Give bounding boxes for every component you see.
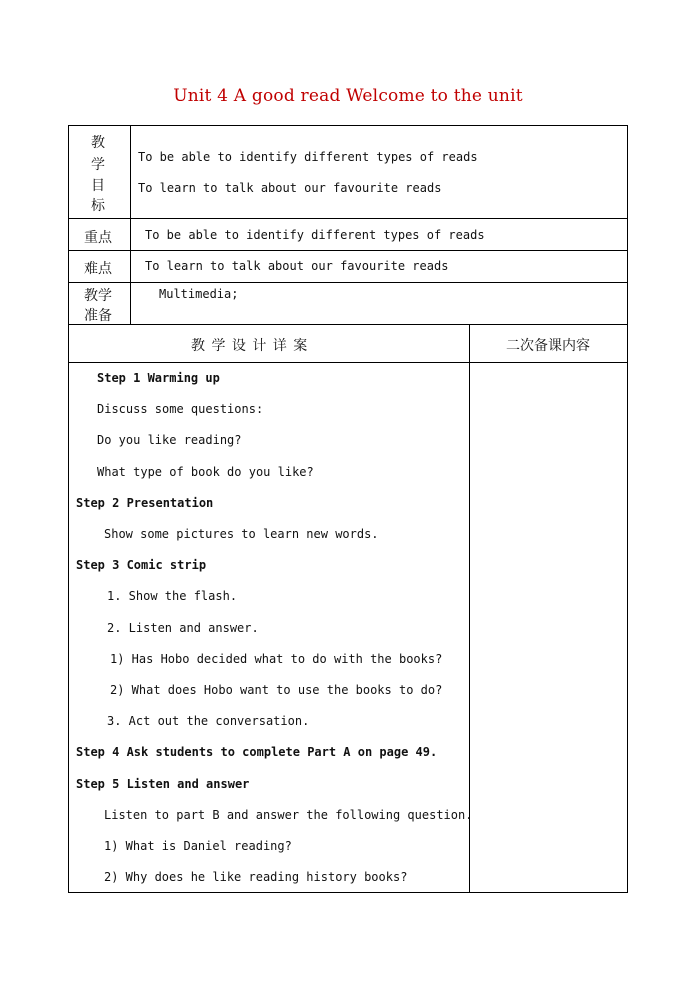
notes-column-header: 二次备课内容 <box>506 338 590 354</box>
objectives-label-char: 教 <box>91 135 105 151</box>
plan-line: Do you like reading? <box>97 433 242 447</box>
plan-line: Show some pictures to learn new words. <box>104 527 379 541</box>
preparation-label: 准备 <box>84 308 112 324</box>
preparation-label: 教学 <box>84 288 112 304</box>
plan-line: 2) Why does he like reading history books? <box>104 870 408 884</box>
step-heading: Step 2 Presentation <box>76 496 214 510</box>
objectives-label-char: 目 <box>91 178 105 194</box>
page-title: Unit 4 A good read Welcome to the unit <box>173 86 523 106</box>
difficulty-text: To learn to talk about our favourite reads <box>145 259 449 273</box>
objective-item: To be able to identify different types of reads <box>138 150 478 164</box>
plan-line: 3. Act out the conversation. <box>107 714 310 728</box>
key-point-label: 重点 <box>84 230 112 246</box>
plan-line: 2. Listen and answer. <box>107 621 259 635</box>
plan-line: 1) Has Hobo decided what to do with the books? <box>110 652 443 666</box>
objective-item: To learn to talk about our favourite reads <box>138 181 442 195</box>
preparation-text: Multimedia; <box>159 287 239 301</box>
step-heading: Step 1 Warming up <box>97 371 220 385</box>
plan-line: 1) What is Daniel reading? <box>104 839 292 853</box>
plan-line: Discuss some questions: <box>97 402 264 416</box>
key-point-text: To be able to identify different types of reads <box>145 228 485 242</box>
plan-line: 1. Show the flash. <box>107 589 238 603</box>
objectives-label-char: 标 <box>91 198 105 214</box>
plan-column-header: 教 学 设 计 详 案 <box>191 338 308 354</box>
step-heading: Step 4 Ask students to complete Part A on page 49. <box>76 745 438 759</box>
plan-line: Listen to part B and answer the following question. <box>104 808 473 822</box>
plan-line: What type of book do you like? <box>97 465 314 479</box>
objectives-label-char: 学 <box>91 157 105 173</box>
step-heading: Step 3 Comic strip <box>76 558 207 572</box>
plan-line: 2) What does Hobo want to use the books to do? <box>110 683 443 697</box>
difficulty-label: 难点 <box>84 261 112 277</box>
step-heading: Step 5 Listen and answer <box>76 777 250 791</box>
